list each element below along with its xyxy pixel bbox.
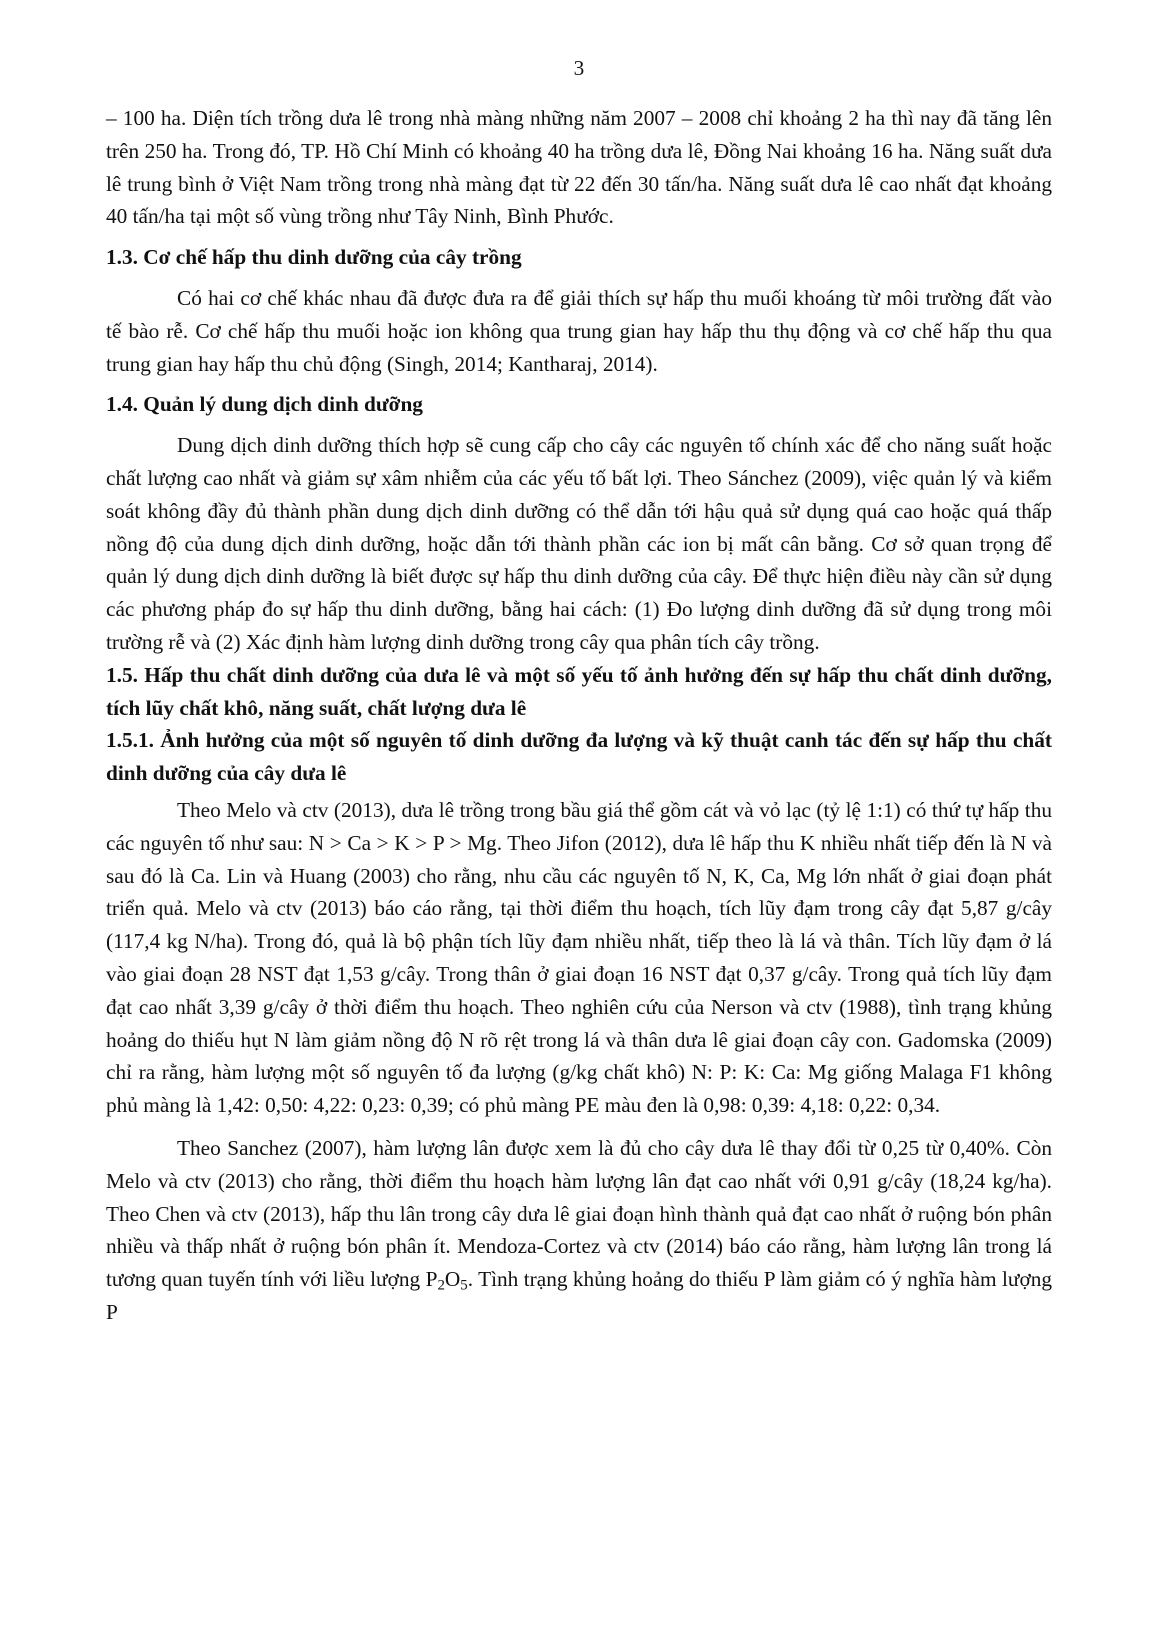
paragraph-1-5-1-b xyxy=(106,1132,1052,1329)
heading-1-5: 1.5. Hấp thu chất dinh dưỡng của dưa lê và một số yếu tố ảnh hưởng đến sự hấp thu chất dinh dưỡng, tích lũy chất khô, năng suất, chất lượng dưa lê xyxy=(106,662,1052,720)
page-number: 3 xyxy=(573,56,585,80)
chemical-formula: $P_2O_5$ xyxy=(425,1267,468,1294)
paragraph-1-5-1-b-text: Theo Sanchez (2007), hàm lượng lân được xem là đủ cho cây dưa lê thay đổi từ 0,25 từ 0,40%. Còn Melo và ctv (2013) cho rằng, thời điểm thu hoạch hàm lượng lân đạt cao nhất với 0,91 g/cây (18,24 kg/ha). Theo Chen và ctv (2013), hấp thu lân trong cây dưa lê giai đoạn hình thành quả đạt cao nhất ở ruộng bón phân nhiều và thấp nhất ở ruộng bón phân ít. Mendoza-Cortez và ctv (2014) báo cáo rằng, hàm lượng lân trong lá tương quan tuyến tính với liều lượng xyxy=(106,1135,1052,1292)
heading-1-3: 1.3. Cơ chế hấp thu dinh dưỡng của cây trồng xyxy=(106,245,522,270)
heading-1-5-1: 1.5.1. Ảnh hưởng của một số nguyên tố dinh dưỡng đa lượng và kỹ thuật canh tác đến sự hấp thu chất dinh dưỡng của cây dưa lê xyxy=(106,728,1052,786)
document-page xyxy=(106,52,1052,1329)
paragraph-1-5-1-a: Theo Melo và ctv (2013), dưa lê trồng trong bầu giá thể gồm cát và vỏ lạc (tỷ lệ 1:1) có thứ tự hấp thu các nguyên tố như sau: N > Ca > K > P > Mg. Theo Jifon (2012), dưa lê hấp thu K nhiều nhất tiếp đến là N và sau đó là Ca. Lin và Huang (2003) cho rằng, nhu cầu các nguyên tố N, K, Ca, Mg lớn nhất ở giai đoạn phát triển quả. Melo và ctv (2013) báo cáo rằng, tại thời điểm thu hoạch, tích lũy đạm trong cây đạt 5,87 g/cây (117,4 kg N/ha). Trong đó, quả là bộ phận tích lũy đạm nhiều nhất, tiếp theo là lá và thân. Tích lũy đạm ở lá vào giai đoạn 28 NST đạt 1,53 g/cây. Trong thân ở giai đoạn 16 NST đạt 0,37 g/cây. Trong quả tích lũy đạm đạt cao nhất 3,39 g/cây ở thời điểm thu hoạch. Theo nghiên cứu của Nerson và ctv (1988), tình trạng khủng hoảng do thiếu hụt N làm giảm nồng độ N rõ rệt trong lá và thân dưa lê giai đoạn cây con. Gadomska (2009) chỉ ra rằng, hàm lượng một số nguyên tố đa lượng (g/kg chất khô) N: P: K: Ca: Mg giống Malaga F1 không phủ màng là 1,42: 0,50: 4,22: 0,23: 0,39; có phủ màng PE màu đen là 0,98: 0,39: 4,18: 0,22: 0,34. xyxy=(106,797,1052,1118)
intro-paragraph: – 100 ha. Diện tích trồng dưa lê trong nhà màng những năm 2007 – 2008 chỉ khoảng 2 ha thì nay đã tăng lên trên 250 ha. Trong đó, TP. Hồ Chí Minh có khoảng 40 ha trồng dưa lê, Đồng Nai khoảng 16 ha. Năng suất dưa lê trung bình ở Việt Nam trồng trong nhà màng đạt từ 22 đến 30 tấn/ha. Năng suất dưa lê cao nhất đạt khoảng 40 tấn/ha tại một số vùng trồng như Tây Ninh, Bình Phước. xyxy=(106,106,1052,229)
heading-1-4: 1.4. Quản lý dung dịch dinh dưỡng xyxy=(106,392,423,417)
paragraph-1-5-1-b-tail: . Tình trạng khủng hoảng do thiếu P làm giảm có ý nghĩa hàm lượng P xyxy=(106,1267,1052,1324)
paragraph-1-3: Có hai cơ chế khác nhau đã được đưa ra để giải thích sự hấp thu muối khoáng từ môi trường đất vào tế bào rễ. Cơ chế hấp thu muối hoặc ion không qua trung gian hay hấp thu thụ động và cơ chế hấp thu qua trung gian hay hấp thu chủ động (Singh, 2014; Kantharaj, 2014). xyxy=(106,285,1052,376)
paragraph-1-4: Dung dịch dinh dưỡng thích hợp sẽ cung cấp cho cây các nguyên tố chính xác để cho năng suất hoặc chất lượng cao nhất và giảm sự xâm nhiễm của các yếu tố bất lợi. Theo Sánchez (2009), việc quản lý và kiểm soát không đầy đủ thành phần dung dịch dinh dưỡng có thể dẫn tới hậu quả sử dụng quá cao hoặc quá thấp nồng độ của dung dịch dinh dưỡng, hoặc dẫn tới thành phần các ion bị mất cân bằng. Cơ sở quan trọng để quản lý dung dịch dinh dưỡng là biết được sự hấp thu dinh dưỡng của cây. Để thực hiện điều này cần sử dụng các phương pháp đo sự hấp thu dinh dưỡng, bằng hai cách: (1) Đo lượng dinh dưỡng đã sử dụng trong môi trường rễ và (2) Xác định hàm lượng dinh dưỡng trong cây qua phân tích cây trồng. xyxy=(106,433,1052,654)
